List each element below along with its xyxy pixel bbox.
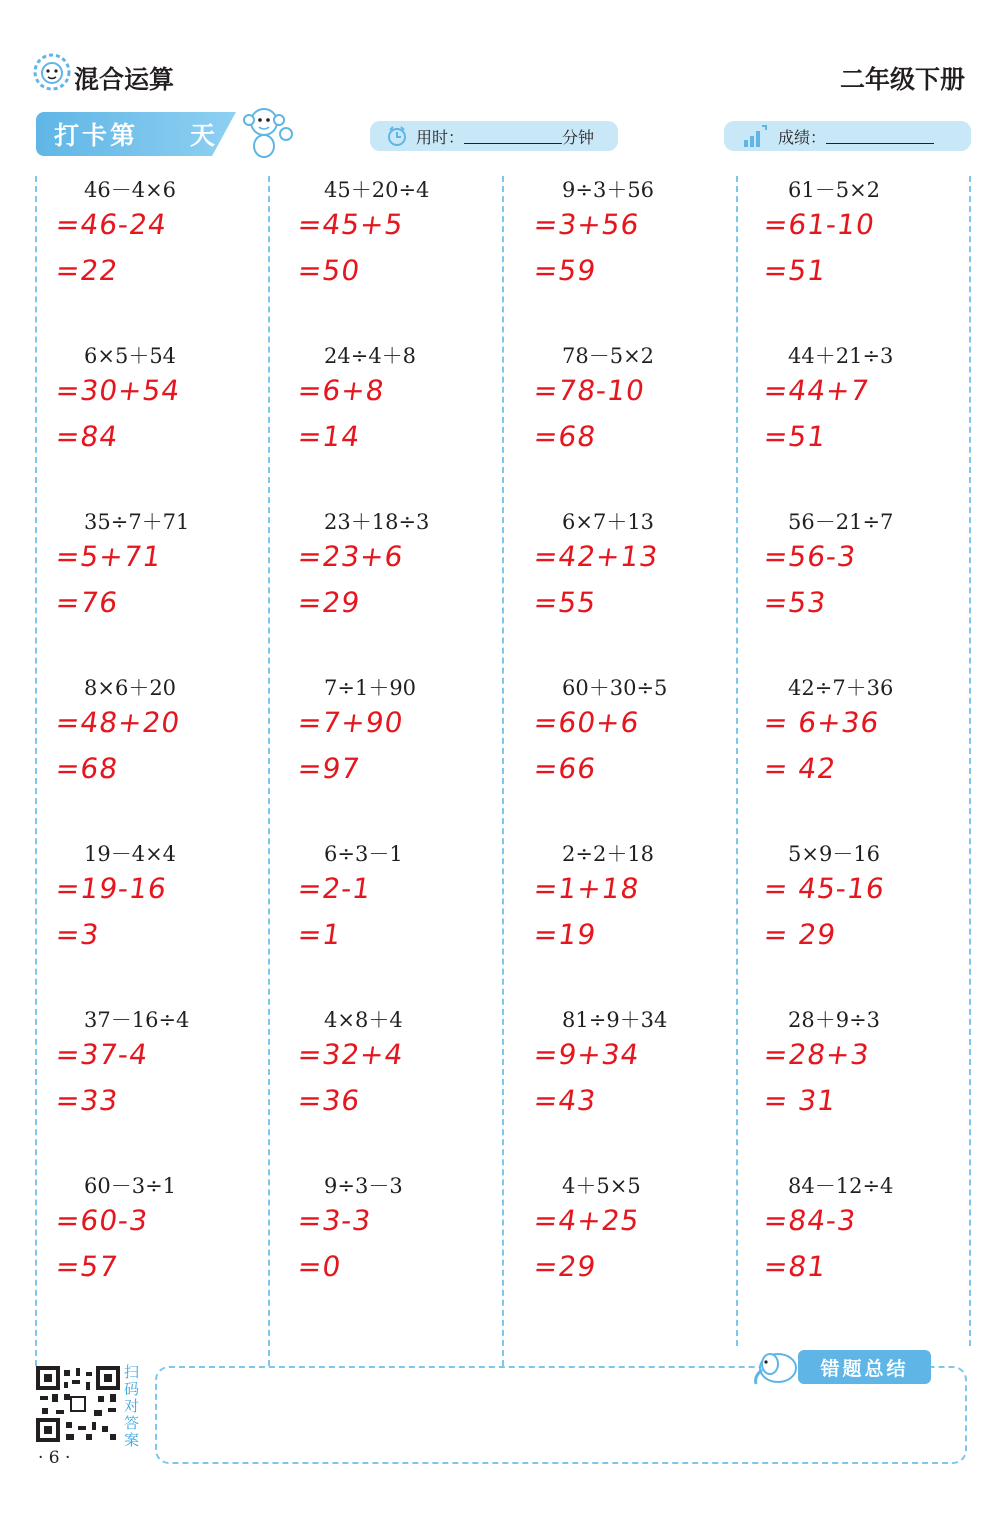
problem-expression: 23＋18÷3 — [324, 510, 430, 534]
problem-expression: 6×5＋54 — [84, 344, 177, 368]
answer-step-2: =51 — [761, 420, 829, 453]
time-field[interactable] — [370, 121, 618, 151]
answer-step-1: =2-1 — [295, 872, 374, 905]
answer-step-1: =3+56 — [531, 208, 642, 241]
answer-step-1: =37-4 — [53, 1038, 151, 1071]
score-field[interactable] — [724, 121, 971, 151]
time-label: 用时： — [416, 127, 465, 147]
answer-step-1: =42+13 — [531, 540, 661, 573]
checkin-unit: 天 — [190, 121, 216, 150]
answer-step-1: =6+8 — [295, 374, 387, 407]
answer-step-1: = 6+36 — [761, 706, 882, 739]
problem-expression: 60＋30÷5 — [562, 676, 668, 700]
answer-step-2: =57 — [53, 1250, 121, 1283]
answer-step-1: =19-16 — [53, 872, 170, 905]
score-label: 成绩： — [778, 127, 827, 147]
answer-step-1: =46-24 — [53, 208, 170, 241]
answer-step-2: = 42 — [761, 752, 839, 785]
clock-icon — [386, 125, 408, 147]
grade-label: 二年级下册 — [839, 65, 965, 94]
checkin-label: 打卡第 — [54, 121, 139, 150]
answer-step-2: =0 — [295, 1250, 344, 1283]
problem-expression: 84－12÷4 — [788, 1174, 894, 1198]
answer-step-2: =51 — [761, 254, 829, 287]
answer-step-2: =3 — [53, 918, 102, 951]
answer-step-2: =33 — [53, 1084, 121, 1117]
qr-code-icon[interactable] — [36, 1366, 120, 1442]
problem-expression: 24÷4＋8 — [324, 344, 417, 368]
answer-step-1: =60-3 — [53, 1204, 151, 1237]
problem-expression: 9÷3＋56 — [562, 178, 655, 202]
answer-step-1: =28+3 — [761, 1038, 872, 1071]
mistake-summary-tag: 错题总结 — [798, 1350, 931, 1384]
problem-expression: 56－21÷7 — [788, 510, 894, 534]
column-divider — [969, 176, 971, 1346]
problem-expression: 6×7＋13 — [562, 510, 655, 534]
score-blank[interactable] — [826, 129, 934, 144]
problem-expression: 19－4×4 — [84, 842, 177, 866]
answer-step-2: = 29 — [761, 918, 839, 951]
answer-step-1: =60+6 — [531, 706, 642, 739]
problem-expression: 37－16÷4 — [84, 1008, 190, 1032]
problem-expression: 8×6＋20 — [84, 676, 177, 700]
problem-expression: 61－5×2 — [788, 178, 881, 202]
problem-expression: 4×8＋4 — [324, 1008, 403, 1032]
answer-step-2: =36 — [295, 1084, 363, 1117]
scan-answer-label: 扫码对答案 — [124, 1363, 140, 1449]
time-unit: 分钟 — [562, 127, 595, 147]
problem-expression: 42÷7＋36 — [788, 676, 894, 700]
answer-step-2: =14 — [295, 420, 363, 453]
answer-step-1: =56-3 — [761, 540, 859, 573]
answer-step-2: =22 — [53, 254, 121, 287]
answer-step-2: =76 — [53, 586, 121, 619]
answer-step-1: =32+4 — [295, 1038, 406, 1071]
answer-step-1: =30+54 — [53, 374, 183, 407]
answer-step-1: =23+6 — [295, 540, 406, 573]
problem-expression: 5×9－16 — [788, 842, 881, 866]
bar-chart-icon — [742, 124, 768, 148]
answer-step-2: =43 — [531, 1084, 599, 1117]
answer-step-1: =84-3 — [761, 1204, 859, 1237]
answer-step-2: =55 — [531, 586, 599, 619]
answer-step-1: = 45-16 — [761, 872, 888, 905]
answer-step-2: =81 — [761, 1250, 829, 1283]
answer-step-2: =68 — [53, 752, 121, 785]
problem-expression: 7÷1＋90 — [324, 676, 417, 700]
lion-icon — [32, 52, 72, 92]
column-divider — [268, 176, 270, 1366]
monkey-icon — [236, 104, 296, 160]
column-divider — [502, 176, 504, 1366]
column-divider — [35, 176, 37, 1366]
page-title: 混合运算 — [74, 65, 175, 94]
problem-expression: 2÷2＋18 — [562, 842, 655, 866]
answer-step-1: =44+7 — [761, 374, 872, 407]
answer-step-1: =9+34 — [531, 1038, 642, 1071]
answer-step-2: =68 — [531, 420, 599, 453]
answer-step-1: =7+90 — [295, 706, 406, 739]
column-divider — [736, 176, 738, 1346]
problem-expression: 28＋9÷3 — [788, 1008, 881, 1032]
problem-expression: 81÷9＋34 — [562, 1008, 668, 1032]
problem-expression: 9÷3－3 — [324, 1174, 403, 1198]
answer-step-1: =3-3 — [295, 1204, 374, 1237]
answer-step-1: =45+5 — [295, 208, 406, 241]
answer-step-2: =53 — [761, 586, 829, 619]
problem-expression: 60－3÷1 — [84, 1174, 177, 1198]
answer-step-1: =61-10 — [761, 208, 878, 241]
answer-step-2: =59 — [531, 254, 599, 287]
problem-expression: 35÷7＋71 — [84, 510, 190, 534]
problem-expression: 44＋21÷3 — [788, 344, 894, 368]
time-blank[interactable] — [464, 129, 562, 144]
answer-step-2: = 31 — [761, 1084, 839, 1117]
page-number: · 6 · — [38, 1448, 71, 1468]
problem-expression: 6÷3－1 — [324, 842, 403, 866]
answer-step-2: =19 — [531, 918, 599, 951]
answer-step-2: =29 — [295, 586, 363, 619]
answer-step-1: =78-10 — [531, 374, 648, 407]
problem-expression: 4＋5×5 — [562, 1174, 641, 1198]
problem-expression: 46－4×6 — [84, 178, 177, 202]
answer-step-2: =50 — [295, 254, 363, 287]
answer-step-2: =1 — [295, 918, 344, 951]
answer-step-1: =48+20 — [53, 706, 183, 739]
answer-step-2: =29 — [531, 1250, 599, 1283]
problem-expression: 45＋20÷4 — [324, 178, 430, 202]
answer-step-1: =4+25 — [531, 1204, 642, 1237]
answer-step-2: =84 — [53, 420, 121, 453]
answer-step-2: =66 — [531, 752, 599, 785]
answer-step-1: =1+18 — [531, 872, 642, 905]
problem-expression: 78－5×2 — [562, 344, 655, 368]
answer-step-1: =5+71 — [53, 540, 164, 573]
elephant-icon — [748, 1344, 802, 1388]
answer-step-2: =97 — [295, 752, 363, 785]
